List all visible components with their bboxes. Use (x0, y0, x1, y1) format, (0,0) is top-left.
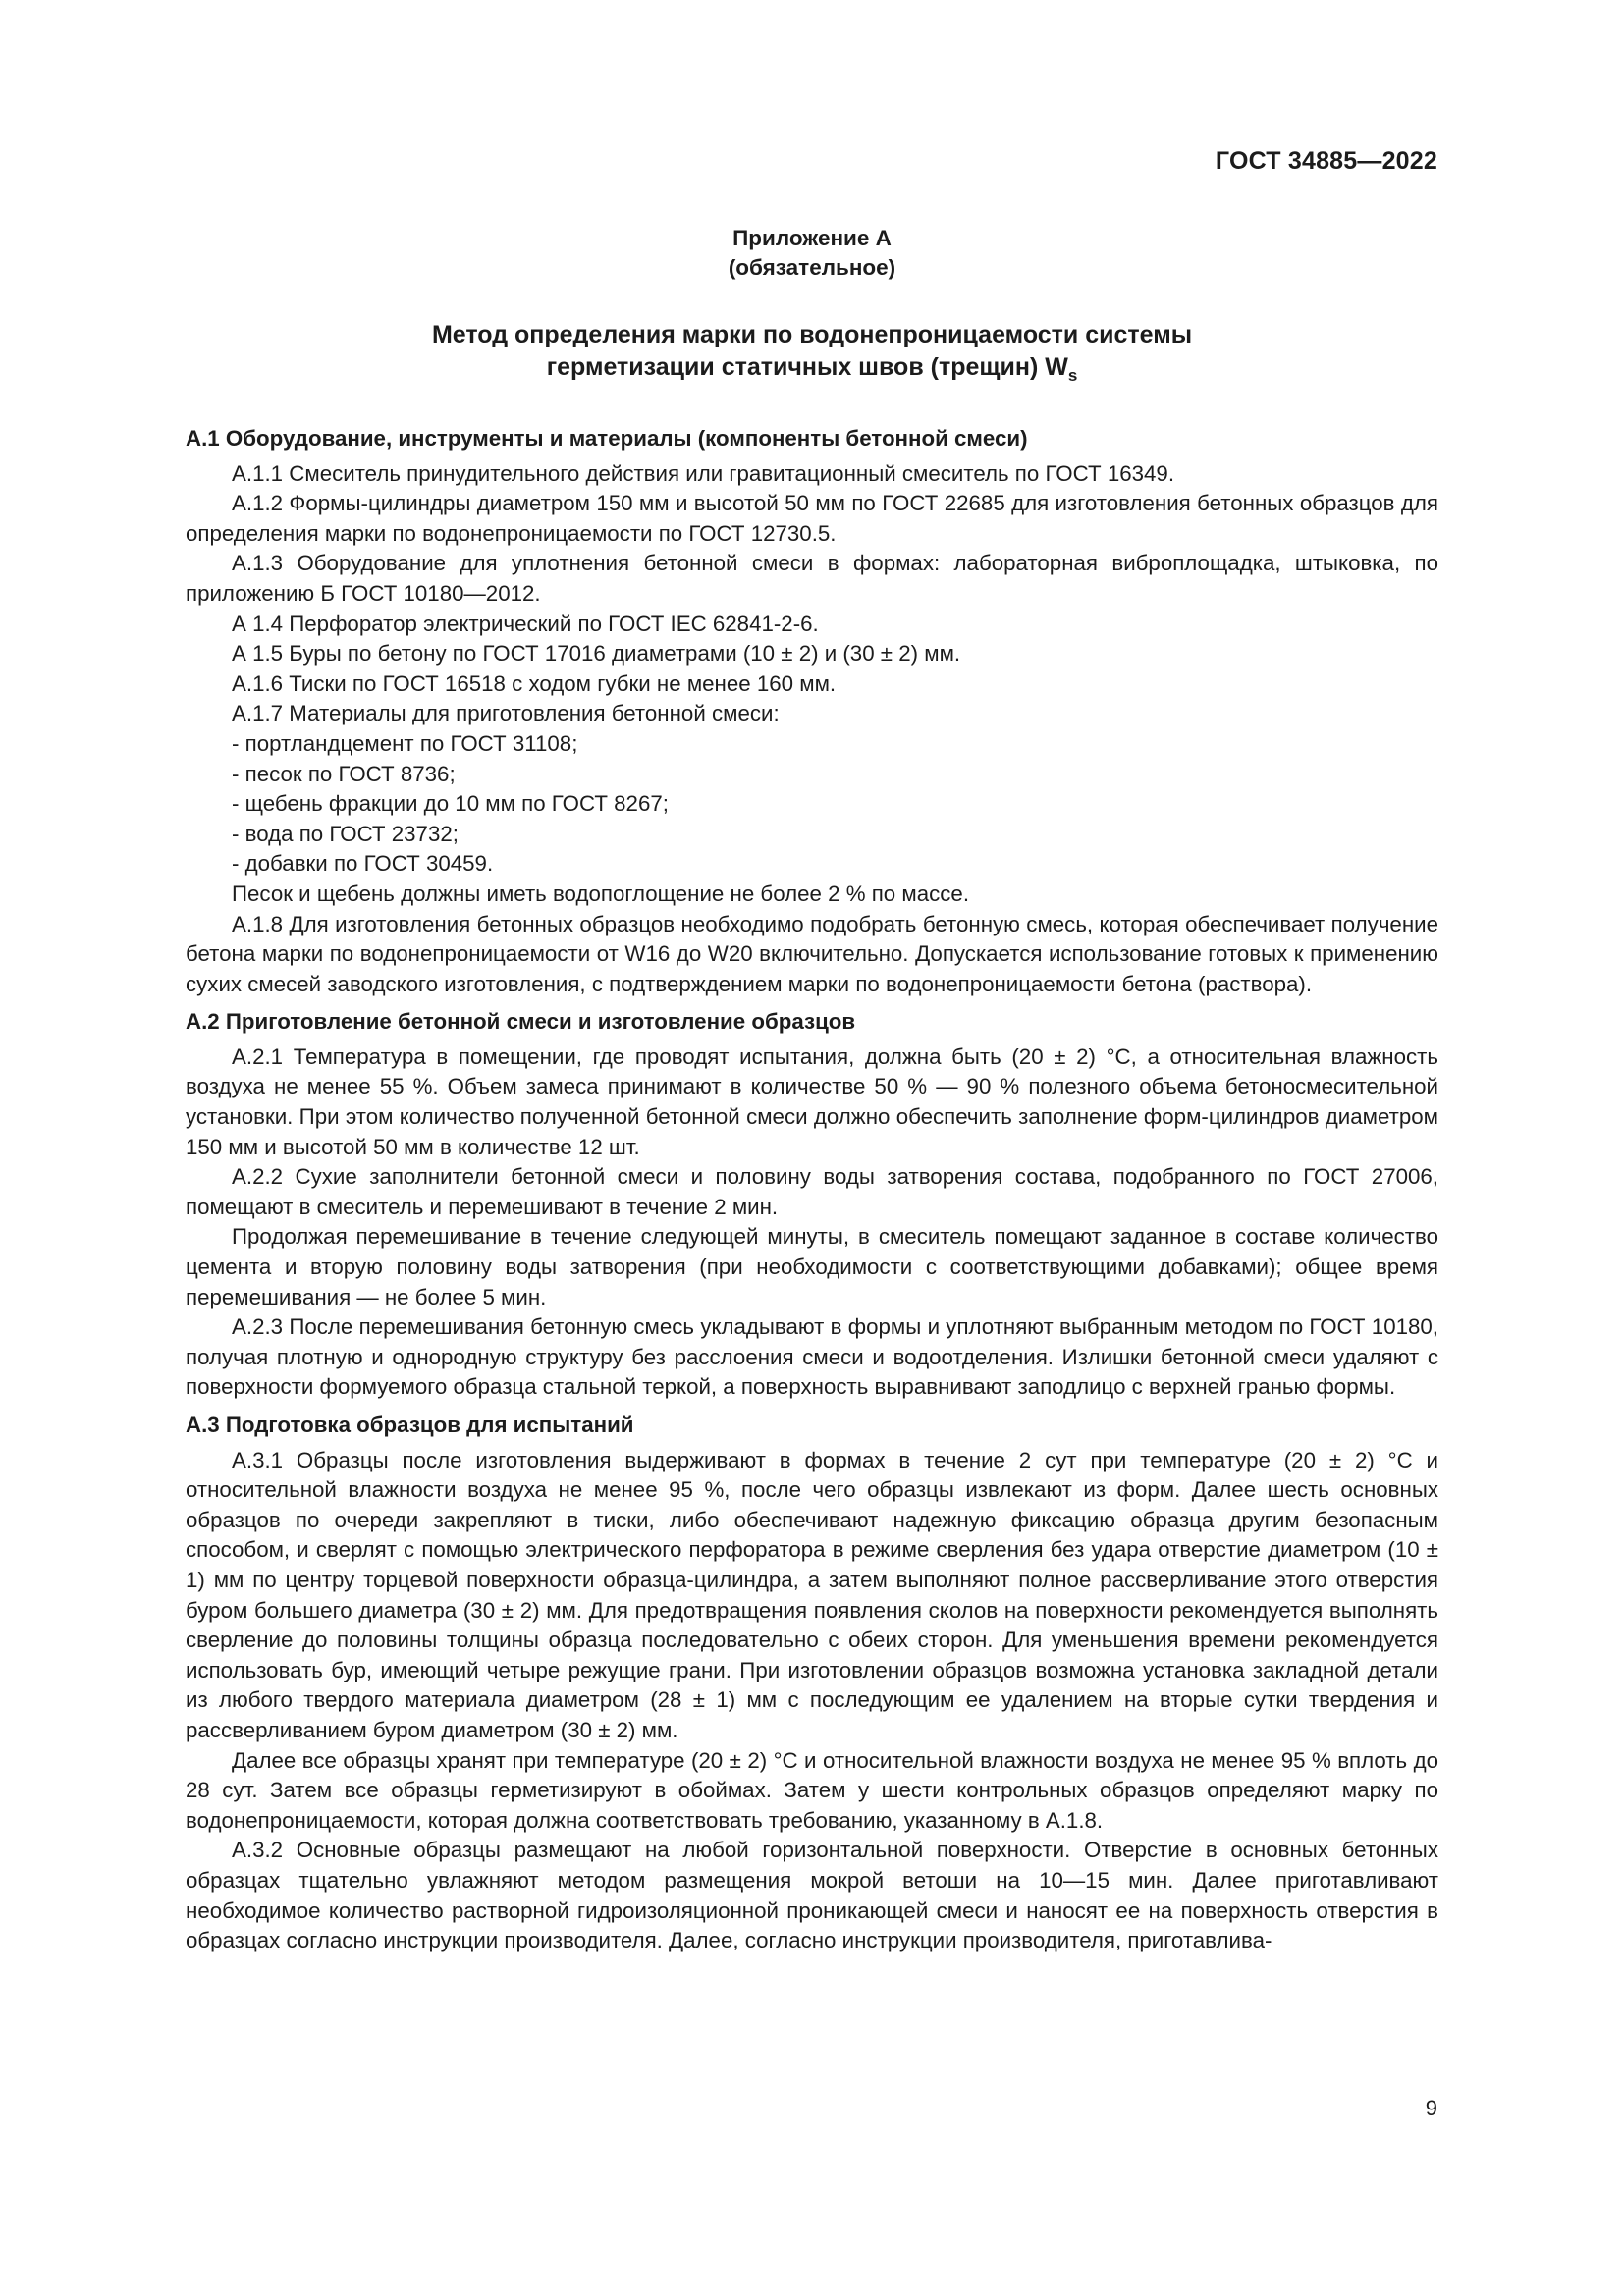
paragraph: А.1.2 Формы-цилиндры диаметром 150 мм и высотой 50 мм по ГОСТ 22685 для изготовления бетонных образцов для определения марки по водонепроницаемости по ГОСТ 12730.5. (186, 491, 1438, 546)
document-id: ГОСТ 34885—2022 (1215, 147, 1437, 175)
list-item: - портландцемент по ГОСТ 31108; (232, 730, 578, 756)
paragraph: Песок и щебень должны иметь водопоглощение не более 2 % по массе. (232, 881, 970, 906)
document-body (186, 424, 1438, 1956)
annex-title-line-1: Метод определения марки по водонепроницаемости системы (431, 321, 1193, 348)
list-item: - песок по ГОСТ 8736; (232, 761, 456, 786)
paragraph: А.1.8 Для изготовления бетонных образцов необходимо подобрать бетонную смесь, которая обеспечивает получение бетона марки по водонепроницаемости от W16 до W20 включительно. Допускается использование готовых к применению сухих смесей заводского изготовления, с подтверждением марки по водонепроницаемости бетона (раствора). (186, 911, 1438, 996)
section-heading-a2: А.2 Приготовление бетонной смеси и изготовление образцов (186, 1009, 856, 1035)
list-item: - щебень фракции до 10 мм по ГОСТ 8267; (232, 791, 669, 817)
paragraph: А.3.2 Основные образцы размещают на любой горизонтальной поверхности. Отверстие в основных бетонных образцах тщательно увлажняют методом размещения мокрой ветоши на 10—15 мин. Далее приготавливают необходимое количество растворной гидроизоляционной проникающей смеси и наносят ее на поверхность отверстия в образцах согласно инструкции производителя. Далее, согласно инструкции производителя, приготавлива- (186, 1838, 1438, 1953)
paragraph: А.2.1 Температура в помещении, где проводят испытания, должна быть (20 ± 2) °С, а относительная влажность воздуха не менее 55 %. Объем замеса принимают в количестве 50 % — 90 % полезного объема бетоносмесительной установки. При этом количество полученной бетонной смеси должно обеспечить заполнение форм-цилиндров диаметром 150 мм и высотой 50 мм в количестве 12 шт. (186, 1043, 1438, 1159)
section-heading-a1: А.1 Оборудование, инструменты и материалы (компоненты бетонной смеси) (186, 426, 1028, 451)
list-item: - добавки по ГОСТ 30459. (232, 851, 494, 877)
paragraph: А 1.5 Буры по бетону по ГОСТ 17016 диаметрами (10 ± 2) и (30 ± 2) мм. (232, 641, 961, 667)
paragraph: Далее все образцы хранят при температуре (20 ± 2) °С и относительной влажности воздуха не менее 95 % вплоть до 28 сут. Затем все образцы герметизируют в обоймах. Затем у шести контрольных образцов определяют марку по водонепроницаемости, которая должна соответствовать требованию, указанному в А.1.8. (186, 1747, 1438, 1833)
annex-status: (обязательное) (728, 255, 896, 280)
annex-heading (0, 224, 1624, 283)
paragraph: А.1.1 Смеситель принудительного действия или гравитационный смеситель по ГОСТ 16349. (232, 460, 1175, 486)
paragraph: А.1.3 Оборудование для уплотнения бетонной смеси в формах: лабораторная виброплощадка, штыковка, по приложению Б ГОСТ 10180—2012. (186, 551, 1438, 606)
paragraph: Продолжая перемешивание в течение следующей минуты, в смеситель помещают заданное в составе количество цемента и вторую половину воды затворения (при необходимости с соответствующими добавками); общее время перемешивания — не более 5 мин. (186, 1224, 1438, 1309)
paragraph: А.3.1 Образцы после изготовления выдерживают в формах в течение 2 сут при температуре (20 ± 2) °С и относительной влажности воздуха не менее 95 %, после чего образцы извлекают из форм. Далее шесть основных образцов по очереди закрепляют в тиски, либо обеспечивают надежную фиксацию образца другим безопасным способом, и сверлят с помощью электрического перфоратора в режиме сверления без удара отверстие диаметром (10 ± 1) мм по центру торцевой поверхности образца-цилиндра, а затем выполняют полное рассверливание этого отверстия буром большего диаметра (30 ± 2) мм. Для предотвращения появления сколов на поверхности рекомендуется выполнять сверление до половины толщины образца последовательно с обеих сторон. Для уменьшения времени рекомендуется использовать бур, имеющий четыре режущие грани. При изготовлении образцов возможна установка закладной детали из любого твердого материала диаметром (28 ± 1) мм с последующим ее удалением на вторые сутки твердения и рассверливанием буром диаметром (30 ± 2) мм. (186, 1447, 1438, 1742)
paragraph: А.1.6 Тиски по ГОСТ 16518 с ходом губки не менее 160 мм. (232, 670, 837, 696)
annex-title-line-2: герметизации статичных швов (трещин) $W_s$ (546, 353, 1078, 385)
paragraph: А.2.3 После перемешивания бетонную смесь укладывают в формы и уплотняют выбранным методом по ГОСТ 10180, получая плотную и однородную структуру без расслоения смеси и водоотделения. Излишки бетонной смеси удаляют с поверхности формуемого образца стальной теркой, а поверхность выравнивают заподлицо с верхней гранью формы. (186, 1314, 1438, 1400)
annex-title (0, 319, 1624, 392)
title-subscript: s (1067, 366, 1078, 385)
list-item: - вода по ГОСТ 23732; (232, 821, 459, 846)
annex-label: Приложение А (732, 226, 892, 250)
paragraph: А.2.2 Сухие заполнители бетонной смеси и половину воды затворения состава, подобранного по ГОСТ 27006, помещают в смеситель и перемешивают в течение 2 мин. (186, 1164, 1438, 1219)
section-heading-a3: А.3 Подготовка образцов для испытаний (186, 1413, 634, 1437)
paragraph: А 1.4 Перфоратор электрический по ГОСТ IEC 62841-2-6. (232, 611, 819, 636)
paragraph: А.1.7 Материалы для приготовления бетонной смеси: (232, 701, 780, 726)
page-number: 9 (1425, 2096, 1437, 2120)
